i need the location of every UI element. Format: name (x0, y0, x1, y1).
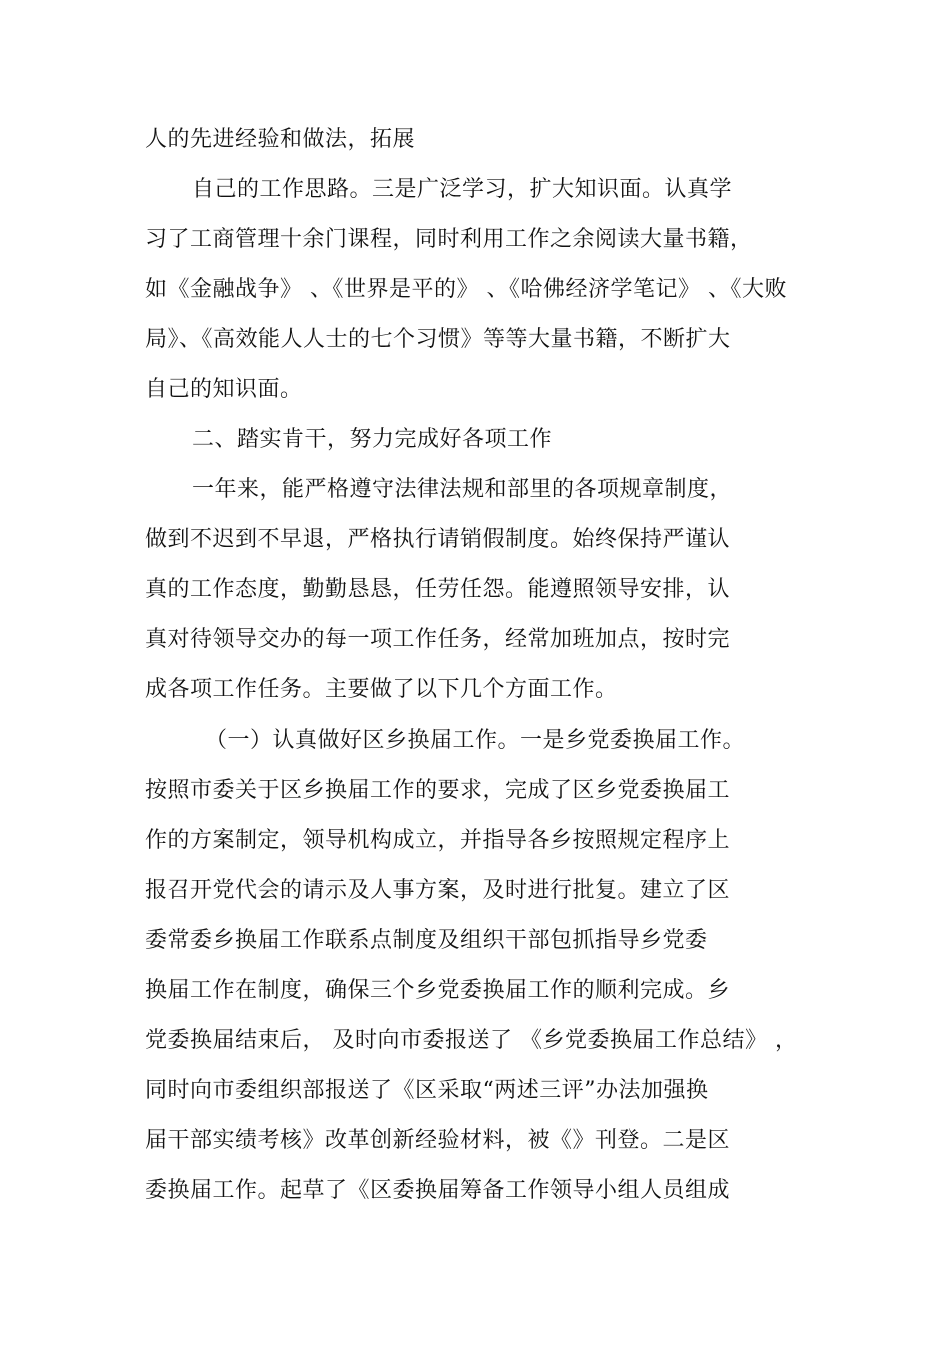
text-line: 作的方案制定，领导机构成立，并指导各乡按照规定程序上 (145, 828, 731, 853)
subsection-heading: （一）认真做好区乡换届工作。一是乡党委换届工作。 (205, 728, 746, 753)
text-line: 人的先进经验和做法，拓展 (145, 127, 416, 152)
text-line: 委常委乡换届工作联系点制度及组织干部包抓指导乡党委 (145, 928, 708, 953)
text-line: 按照市委关于区乡换届工作的要求，完成了区乡党委换届工 (145, 778, 731, 803)
text-line: 成各项工作任务。主要做了以下几个方面工作。 (145, 677, 618, 702)
text-line: 报召开党代会的请示及人事方案，及时进行批复。建立了区 (145, 878, 731, 903)
text-line: 做到不迟到不早退，严格执行请销假制度。始终保持严谨认 (145, 527, 731, 552)
text-line: 真的工作态度，勤勤恳恳，任劳任怨。能遵照领导安排，认 (145, 577, 731, 602)
text-line: 同时向市委组织部报送了《区采取“两述三评”办法加强换 (145, 1078, 709, 1103)
text-line: 真对待领导交办的每一项工作任务，经常加班加点，按时完 (145, 627, 731, 652)
text-line: 如《金融战争》 、《世界是平的》 、《哈佛经济学笔记》 、《大败 (145, 277, 787, 302)
text-line: 局》、《高效能人人士的七个习惯》等等大量书籍，不断扩大 (145, 327, 731, 352)
text-line: 委换届工作。起草了《区委换届筹备工作领导小组人员组成 (145, 1178, 731, 1203)
text-line: 届干部实绩考核》改革创新经验材料，被《》刊登。二是区 (145, 1128, 731, 1153)
text-line: 习了工商管理十余门课程，同时利用工作之余阅读大量书籍， (145, 227, 753, 252)
text-line: 党委换届结束后， 及时向市委报送了 《乡党委换届工作总结》 ， (145, 1028, 798, 1053)
section-heading: 二、踏实肯干，努力完成好各项工作 (192, 427, 553, 452)
text-line: 换届工作在制度，确保三个乡党委换届工作的顺利完成。乡 (145, 978, 731, 1003)
text-line: 自己的知识面。 (145, 377, 303, 402)
text-line: 一年来，能严格遵守法律法规和部里的各项规章制度， (192, 477, 733, 502)
text-line: 自己的工作思路。三是广泛学习，扩大知识面。认真学 (192, 177, 733, 202)
